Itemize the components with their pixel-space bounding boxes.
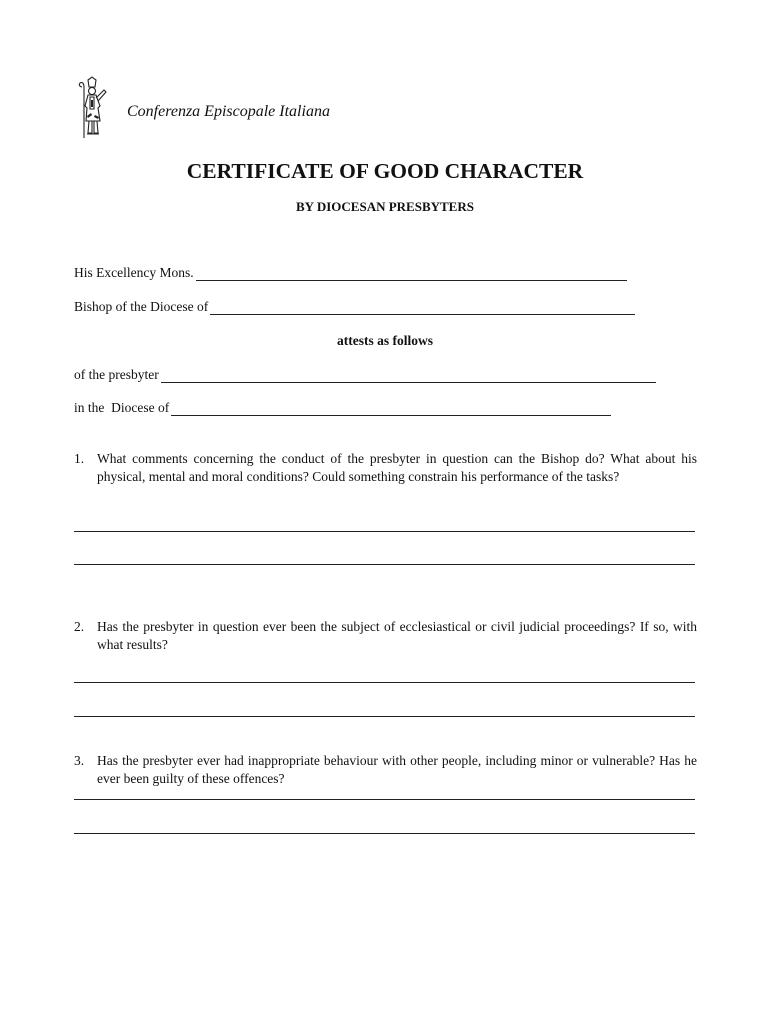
in-diocese-blank-line[interactable]: [171, 404, 611, 416]
bishop-diocese-label: Bishop of the Diocese of: [74, 299, 209, 314]
bishop-diocese-blank-line[interactable]: [210, 303, 635, 315]
presbyter-field: [74, 367, 656, 383]
in-diocese-label: in the Diocese of: [74, 400, 170, 415]
excellency-field: [74, 265, 627, 281]
question-2: [74, 618, 697, 653]
bishop-diocese-field: [74, 299, 635, 315]
question-3: [74, 752, 697, 787]
presbyter-blank-line[interactable]: [161, 371, 656, 383]
question-text: What comments concerning the conduct of the presbyter in question can the Bishop do? What about his physical, mental and moral conditions? Could something constrain his performance of the tasks?: [97, 451, 697, 484]
question-text: Has the presbyter ever had inappropriate behaviour with other people, including minor or vulnerable? Has he ever been guilty of these offences?: [97, 753, 697, 786]
question-number: 1.: [74, 451, 85, 466]
excellency-label: His Excellency Mons.: [74, 265, 194, 280]
answer-line[interactable]: [74, 716, 695, 717]
in-diocese-field: [74, 400, 611, 416]
bishop-emblem-logo: [78, 76, 112, 138]
presbyter-label: of the presbyter: [74, 367, 159, 382]
question-number: 2.: [74, 619, 85, 634]
attests-heading: attests as follows: [337, 333, 433, 348]
answer-line[interactable]: [74, 564, 695, 565]
organization-name: Conferenza Episcopale Italiana: [127, 103, 330, 120]
question-text: Has the presbyter in question ever been the subject of ecclesiastical or civil judicial proceedings? If so, with what results?: [97, 619, 697, 652]
excellency-blank-line[interactable]: [196, 269, 627, 281]
answer-line[interactable]: [74, 833, 695, 834]
document-subtitle: BY DIOCESAN PRESBYTERS: [296, 199, 474, 214]
answer-line[interactable]: [74, 682, 695, 683]
bishop-figure-icon: [78, 76, 112, 138]
answer-line[interactable]: [74, 531, 695, 532]
question-number: 3.: [74, 753, 85, 768]
document-title: CERTIFICATE OF GOOD CHARACTER: [186, 159, 584, 183]
answer-line[interactable]: [74, 799, 695, 800]
question-1: [74, 450, 697, 485]
